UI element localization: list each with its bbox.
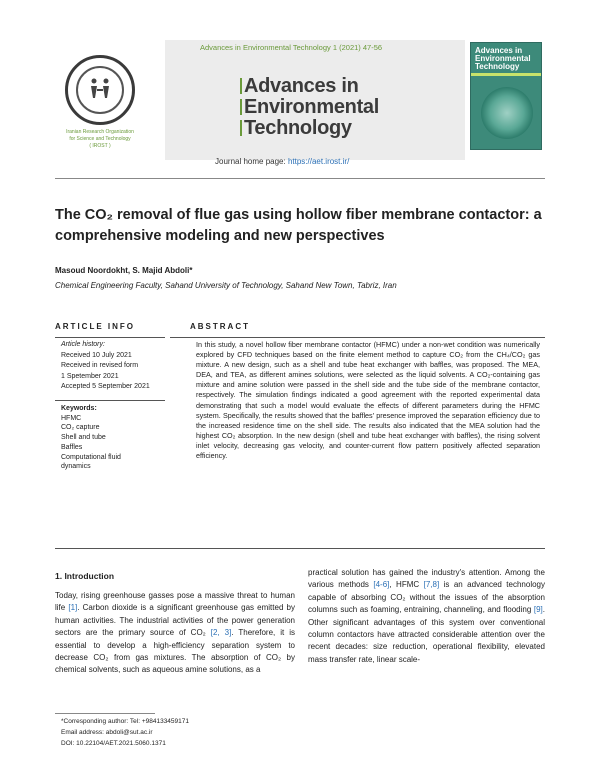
homepage-line (215, 157, 349, 166)
homepage-label: Journal home page: (215, 157, 288, 166)
divider (55, 548, 545, 549)
citation-link[interactable]: [4-6] (373, 580, 390, 590)
body-text: Today, rising greenhouse gasses pose a massive threat to human life (55, 591, 295, 613)
brand-line: Environmental (244, 96, 380, 118)
authors: Masoud Noordokht, S. Majid Abdoli* (55, 266, 193, 275)
corresponding-author: *Corresponding author: Tel: +984133459171 (61, 718, 189, 725)
citation-link[interactable]: [7,8] (423, 580, 440, 590)
body-column-left (55, 590, 295, 677)
keyword: HFMC (61, 414, 82, 422)
footnote (61, 716, 189, 749)
brand-line: Technology (244, 117, 352, 139)
citation-link[interactable]: [9] (533, 605, 543, 615)
history-label: Article history: (61, 341, 105, 348)
section-heading: 1. Introduction (55, 571, 115, 581)
article-info-heading: ARTICLE INFO (55, 322, 135, 331)
body-text: is an advanced technology capable of absorbing CO₂ without the issues of the absorption columns such as foaming, entraining, channeling, and flooding (308, 580, 545, 615)
history-item: Accepted 5 September 2021 (61, 383, 150, 390)
citation-link[interactable]: [1] (68, 603, 78, 613)
abstract-text: In this study, a novel hollow fiber membrane contactor (HFMC) under a non-wet condition was numerically explored by CFD techniques based on the finite element method to capture CO₂ from the CH₄/CO₂ gas mixture. A new design, such as a shell and tube heat exchanger with baffles, was proposed. The MEA, DEA, and TEA, as different amines solutions, were selected as the liquid solvents. A CO₂-containing gas mixture and amine solution were passed in the shell side and the tube side of the membrane contactor, respectively. The simulation findings indicated a good agreement with the reported experimental data demonstrating that such a model would evaluate the effects of different parameters during the HFMC system. Specifically, the results showed that the baffles' presence improved the separation efficiency due to the increased residence time on the shell side. The results also indicated that the MEA solution had the highest CO₂ absorption. In the new design (shell and tube heat exchanger with baffles), the rising solvent inlet velocity, decreasing gas velocity, and counter-current flow pattern positively affected separation efficiency. (196, 340, 540, 461)
paper-title: The CO₂ removal of flue gas using hollow fiber membrane contactor: a comprehensive modeling and new perspectives (55, 207, 542, 244)
cover-title-line: Technology (475, 62, 520, 71)
abstract-heading: ABSTRACT (190, 322, 250, 331)
cover-strip (471, 73, 542, 76)
journal-reference: Advances in Environmental Technology 1 (2021) 47-56 (200, 43, 383, 52)
figures-icon (88, 76, 112, 100)
irost-logo (55, 55, 145, 165)
logo-emblem-icon (65, 55, 135, 125)
history-item: Received in revised form (61, 362, 139, 369)
affiliation: Chemical Engineering Faculty, Sahand University of Technology, Sahand New Town, Tabriz, Iran (55, 281, 397, 290)
journal-brand (240, 76, 379, 139)
footnote-divider (55, 713, 155, 714)
keyword: Computational fluid (61, 453, 121, 461)
body-column-right (308, 567, 545, 666)
body-text: . Carbon dioxide is a significant greenhouse gas emitted by human activities. The industrial activities of the power generation sectors are the primary source of CO₂ (55, 603, 295, 638)
body-text: practical solution has gained the industry's attention. Among the various methods (308, 568, 545, 590)
org-line: for Science and Technology (69, 136, 131, 142)
org-line: Iranian Research Organization (66, 129, 134, 135)
body-text: . Therefore, it is essential to develop a high-efficiency separation system to decrease CO₂ from gas mixtures. The absorption of CO₂ by chemical solvents, such as aqueous amine solutions, as a (55, 628, 296, 675)
keywords (61, 404, 171, 472)
keyword: Baffles (61, 443, 83, 451)
body-text: . Other significant advantages of this system over conventional column contactors have attracted considerable attention over the recent decades: size reduction, operational flexibility, elevated mass transfer rate, linear scale- (308, 605, 545, 664)
doi: DOI: 10.22104/AET.2021.5060.1371 (61, 740, 166, 747)
divider (55, 400, 165, 401)
divider (170, 337, 545, 338)
journal-cover (470, 42, 542, 150)
cover-title-line: Environmental (475, 54, 531, 63)
cover-title-line: Advances in (475, 46, 523, 55)
divider (55, 337, 165, 338)
homepage-link[interactable]: https://aet.irost.ir/ (287, 157, 350, 166)
keywords-label: Keywords: (61, 405, 97, 412)
keyword: Shell and tube (61, 434, 106, 442)
body-text: , HFMC (389, 580, 424, 590)
history-item: Received 10 July 2021 (61, 351, 132, 359)
brand-line: Advances in (244, 75, 359, 97)
citation-link[interactable]: [2, 3] (210, 628, 232, 638)
keyword: dynamics (61, 463, 91, 471)
email-address: Email address: abdoli@sut.ac.ir (61, 729, 153, 736)
article-history (61, 340, 171, 393)
keyword: CO₂ capture (61, 424, 100, 432)
journal-header (0, 0, 600, 180)
cover-art (481, 87, 533, 139)
org-line: ( IROST ) (89, 143, 111, 149)
header-divider (55, 178, 545, 179)
history-item: 1 Spetember 2021 (61, 372, 119, 380)
